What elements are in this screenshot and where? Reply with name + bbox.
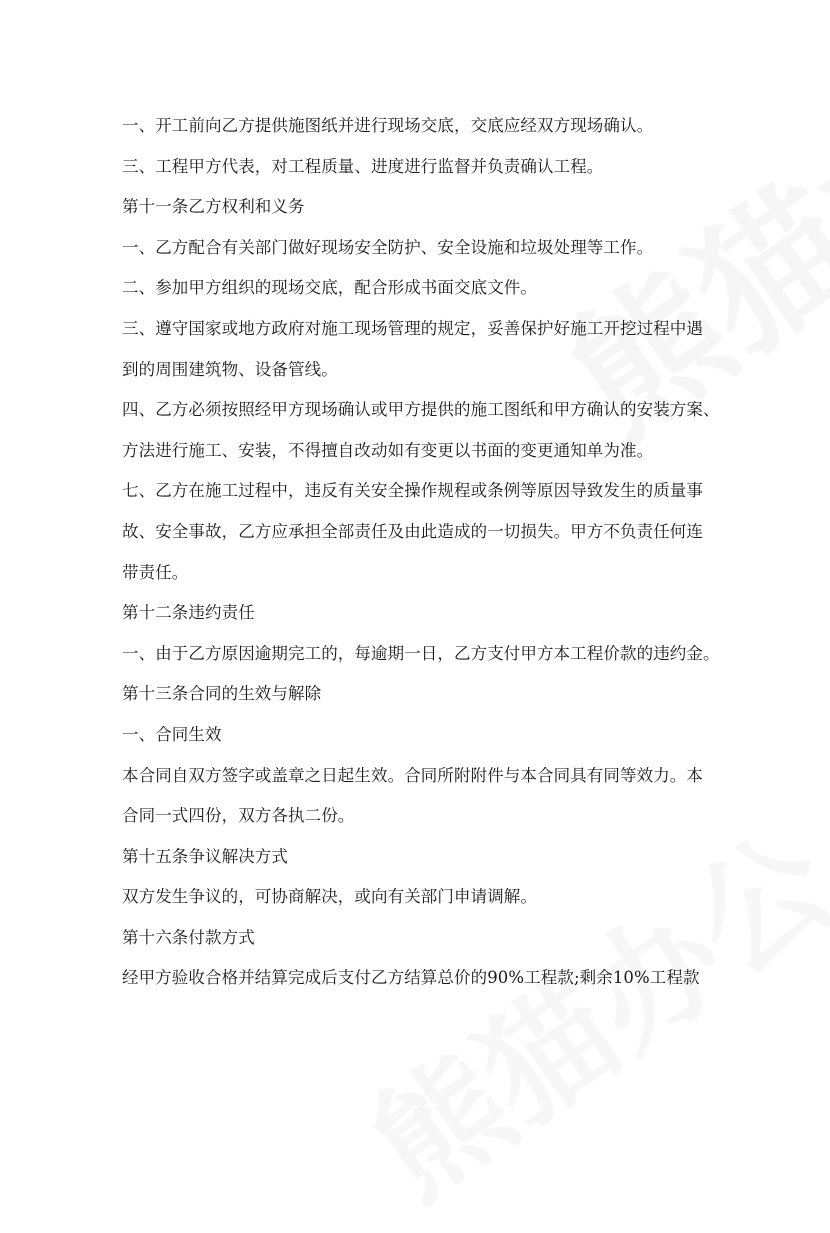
paragraph-line: 七、乙方在施工过程中，违反有关安全操作规程或条例等原因导致发生的质量事: [122, 481, 703, 501]
paragraph-line: 合同一式四份，双方各执二份。: [122, 806, 355, 826]
section-heading: 第十五条争议解决方式: [122, 846, 288, 866]
section-heading: 第十三条合同的生效与解除: [122, 684, 322, 704]
paragraph-line: 经甲方验收合格并结算完成后支付乙方结算总价的90%工程款;剩余10%工程款: [122, 968, 700, 988]
paragraph-line: 到的周围建筑物、设备管线。: [122, 359, 338, 379]
paragraph-line: 三、遵守国家或地方政府对施工现场管理的规定，妥善保护好施工开挖过程中遇: [122, 318, 703, 338]
paragraph-line: 一、开工前向乙方提供施图纸并进行现场交底，交底应经双方现场确认。: [122, 116, 654, 135]
paragraph-line: 四、乙方必须按照经甲方现场确认或甲方提供的施工图纸和甲方确认的安装方案、: [122, 400, 720, 420]
paragraph-line: 方法进行施工、安装，不得擅自改动如有变更以书面的变更通知单为准。: [122, 440, 654, 460]
paragraph-line: 三、工程甲方代表，对工程质量、进度进行监督并负责确认工程。: [122, 156, 604, 176]
paragraph-line: 带责任。: [122, 562, 189, 582]
paragraph-line: 一、乙方配合有关部门做好现场安全防护、安全设施和垃圾处理等工作。: [122, 237, 654, 257]
paragraph-line: 故、安全事故，乙方应承担全部责任及由此造成的一切损失。甲方不负责任何连: [122, 521, 703, 541]
section-heading: 第十六条付款方式: [122, 927, 255, 947]
paragraph-line: 本合同自双方签字或盖章之日起生效。合同所附附件与本合同具有同等效力。本: [122, 765, 703, 785]
paragraph-line: 一、合同生效: [122, 724, 222, 744]
section-heading: 第十二条违约责任: [122, 603, 255, 623]
paragraph-line: 二、参加甲方组织的现场交底，配合形成书面交底文件。: [122, 278, 537, 298]
document-body: [122, 106, 722, 999]
paragraph-line: 双方发生争议的，可协商解决，或向有关部门申请调解。: [122, 887, 537, 907]
paragraph-line: 一、由于乙方原因逾期完工的，每逾期一日，乙方支付甲方本工程价款的违约金。: [122, 643, 720, 663]
section-heading: 第十一条乙方权利和义务: [122, 197, 305, 217]
